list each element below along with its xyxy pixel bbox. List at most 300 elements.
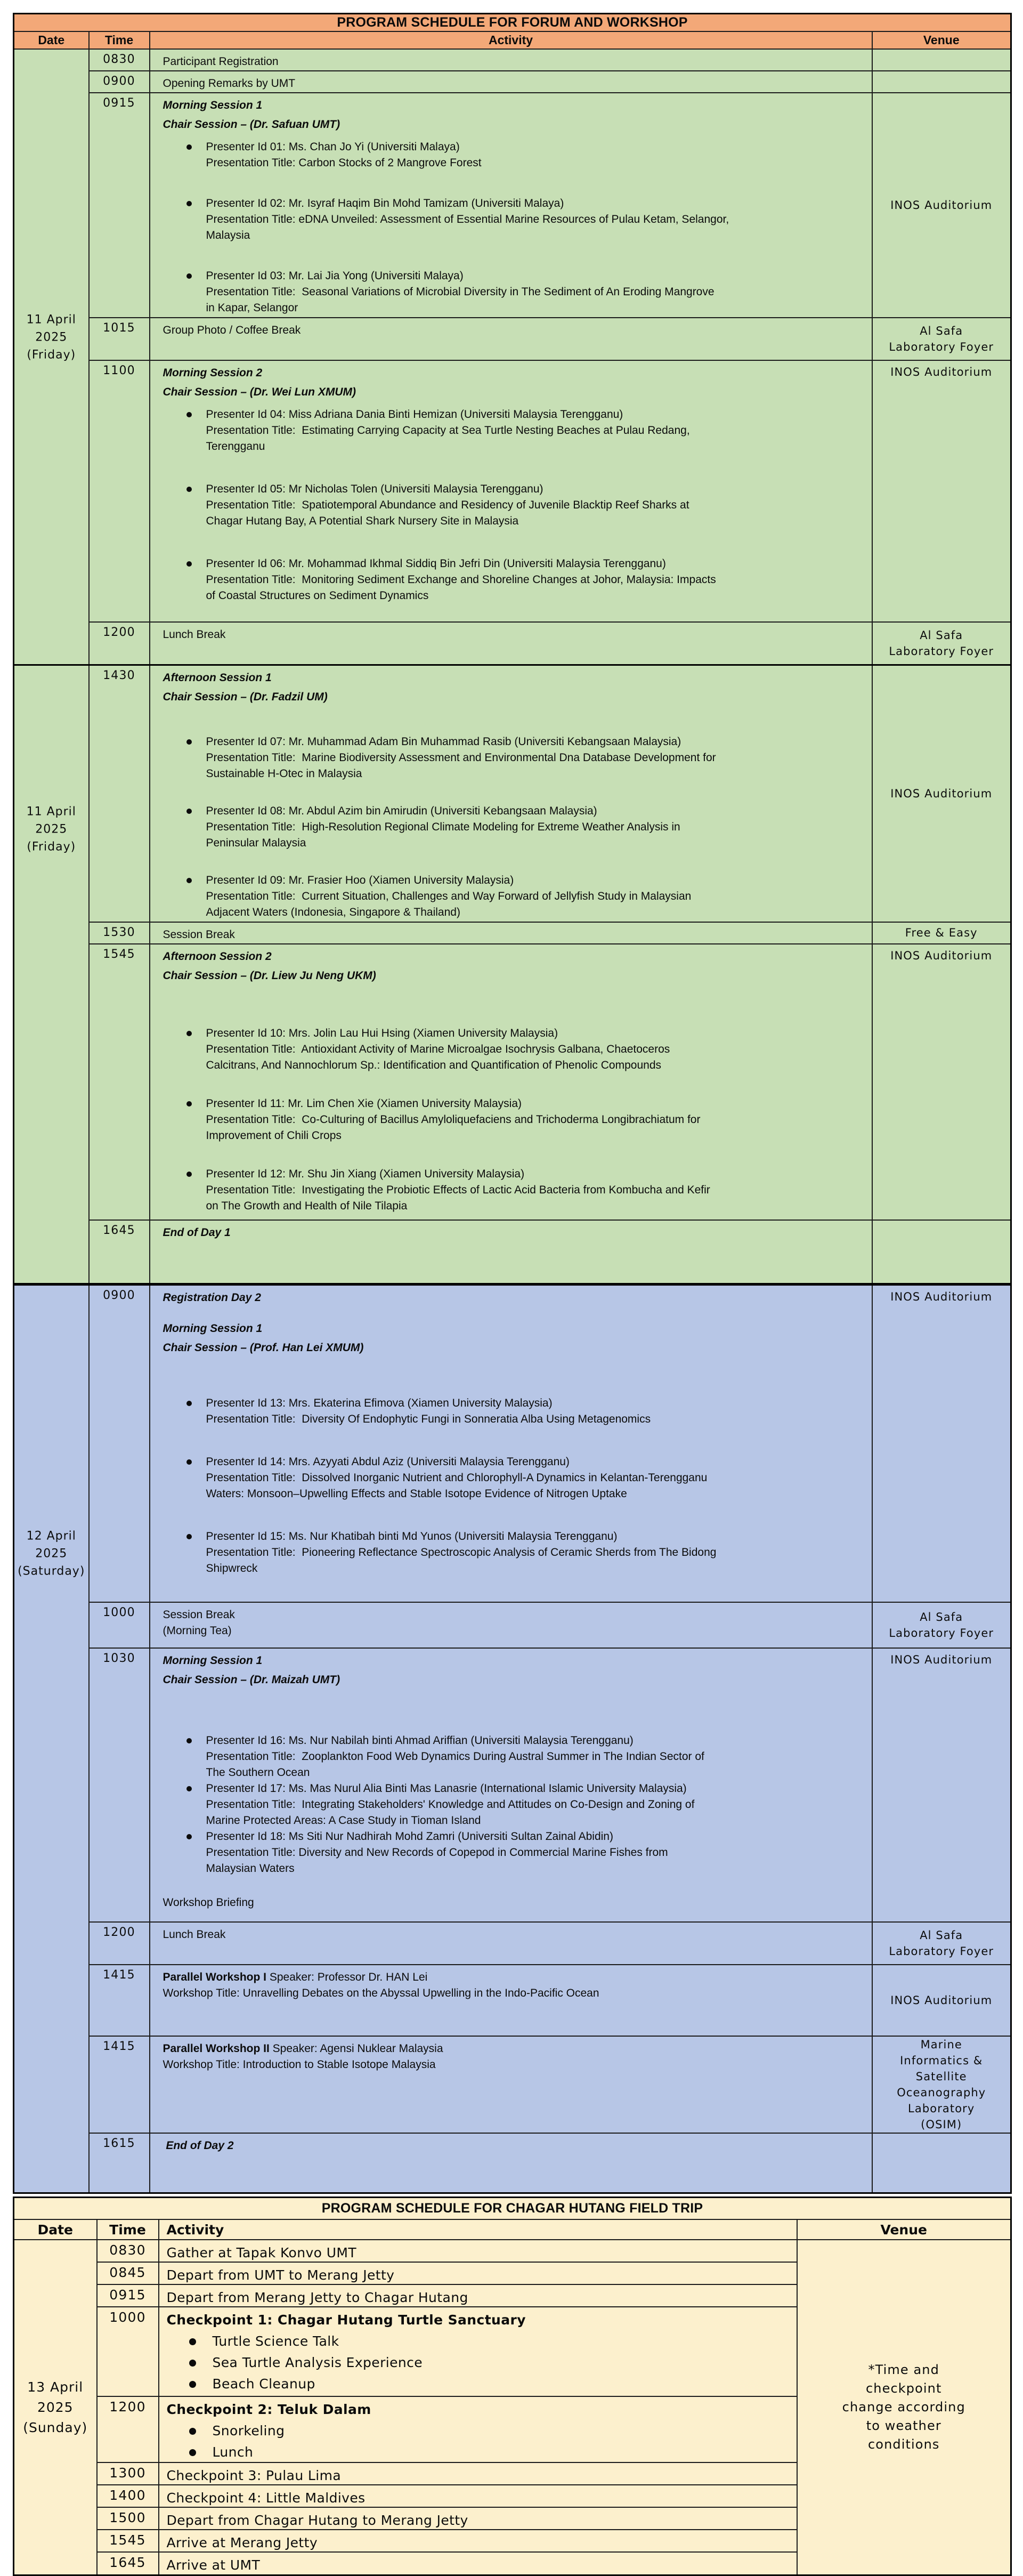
schedule-row xyxy=(14,1965,1011,2036)
schedule-row xyxy=(14,665,1011,922)
text-line: Presentation Title: Estimating Carrying Capacity at Sea Turtle Nesting Beaches at Pulau Redang, xyxy=(206,423,690,439)
activity-cell xyxy=(150,1220,872,1285)
text-line: Presenter Id 13: Mrs. Ekaterina Efimova (Xiamen University Malaysia) xyxy=(206,1395,651,1411)
spacer xyxy=(163,851,867,873)
bullet-dot-icon xyxy=(186,1738,192,1743)
session-heading xyxy=(163,98,867,114)
forum-col-header-activity: Activity xyxy=(150,31,872,49)
spacer xyxy=(163,244,867,268)
activity-content xyxy=(159,2485,797,2507)
text-line: Chair Session – (Dr. Wei Lun XMUM) xyxy=(163,384,867,400)
activity-content xyxy=(150,1965,872,2036)
trip-col-header-date: Date xyxy=(14,2219,97,2240)
text-line: on The Growth and Health of Nile Tilapia xyxy=(206,1198,710,1214)
activity-text xyxy=(167,2309,792,2331)
field-trip-title-row xyxy=(14,2197,1011,2219)
presenter-lines xyxy=(206,1733,704,1781)
spacer xyxy=(163,984,867,1025)
trip-col-header-venue: Venue xyxy=(797,2219,1011,2240)
schedule-row xyxy=(14,49,1011,71)
activity-content xyxy=(150,1286,872,1602)
bullet-icon xyxy=(186,1529,206,1577)
text-line: Presentation Title: Zooplankton Food Web Dynamics During Austral Summer in The Indian Sector of xyxy=(206,1749,704,1765)
bullet-dot-icon xyxy=(186,412,192,417)
venue-cell xyxy=(872,2036,1011,2133)
venue-text xyxy=(873,786,1011,802)
text-line: Morning Session 1 xyxy=(163,1321,867,1337)
bullet-dot-icon xyxy=(186,739,192,745)
presenter-item xyxy=(186,1395,867,1427)
date-cell xyxy=(14,49,89,665)
text-line: Checkpoint 4: Little Maldives xyxy=(167,2488,792,2507)
text-line: Opening Remarks by UMT xyxy=(163,76,867,92)
activity-text xyxy=(163,1607,867,1639)
activity-cell xyxy=(150,665,872,922)
time-cell: 1545 xyxy=(97,2530,159,2552)
session-heading xyxy=(163,2138,867,2154)
bullet-lines xyxy=(213,2331,339,2352)
activity-text xyxy=(163,54,867,70)
time-cell: 1200 xyxy=(97,2396,159,2462)
text-line: Afternoon Session 2 xyxy=(163,949,867,965)
venue-cell xyxy=(872,71,1011,93)
activity-content xyxy=(150,1603,872,1648)
bullet-dot-icon xyxy=(186,809,192,814)
presenter-item xyxy=(186,1733,867,1781)
session-heading xyxy=(163,670,867,686)
venue-cell xyxy=(872,1220,1011,1285)
text-line: Satellite xyxy=(873,2069,1011,2085)
activity-cell xyxy=(159,2307,797,2396)
schedule-row xyxy=(14,1922,1011,1965)
text-line: (Friday) xyxy=(14,346,88,364)
text-line: 2025 xyxy=(14,328,88,346)
text-line: Presentation Title: Spatiotemporal Abundance and Residency of Juvenile Blacktip Reef Sharks at xyxy=(206,497,689,513)
activity-cell xyxy=(159,2530,797,2552)
trip-col-header-time: Time xyxy=(97,2219,159,2240)
activity-cell xyxy=(159,2462,797,2485)
text-line: conditions xyxy=(798,2435,1011,2454)
time-cell: 1645 xyxy=(97,2552,159,2575)
time-cell: 1430 xyxy=(89,665,150,922)
activity-cell xyxy=(159,2396,797,2462)
venue-text xyxy=(873,2037,1011,2133)
activity-content xyxy=(150,623,872,664)
activity-text xyxy=(163,1985,867,2001)
activity-text xyxy=(163,1927,867,1943)
venue-text xyxy=(873,197,1011,213)
date-label xyxy=(14,803,88,855)
text-line: Lunch Break xyxy=(163,627,867,643)
presenter-item xyxy=(186,1529,867,1577)
text-line: Presentation Title: eDNA Unveiled: Assessment of Essential Marine Resources of Pulau Ketam, Selangor, xyxy=(206,212,729,228)
bullet-dot-icon xyxy=(189,2338,196,2345)
forum-title: PROGRAM SCHEDULE FOR FORUM AND WORKSHOP xyxy=(14,14,1011,31)
activity-content xyxy=(150,1221,872,1283)
text-line: Calcitrans, And Nannochlorum Sp.: Identification and Quantification of Phenolic Compounds xyxy=(206,1057,670,1073)
presenter-item xyxy=(186,873,867,920)
bullet-dot-icon xyxy=(186,1031,192,1036)
presenter-item xyxy=(186,481,867,529)
bullet-icon xyxy=(186,556,206,604)
text-line: Presentation Title: Current Situation, Challenges and Way Forward of Jellyfish Study in Malaysian xyxy=(206,889,692,905)
activity-text xyxy=(163,627,867,643)
presenter-lines xyxy=(206,1025,670,1073)
text-line: Laboratory Foyer xyxy=(873,1943,1011,1959)
venue-text xyxy=(873,1286,1011,1305)
presenter-lines xyxy=(206,1096,701,1144)
text-line: Chair Session – (Dr. Maizah UMT) xyxy=(163,1672,867,1688)
bullet-icon xyxy=(186,1096,206,1144)
text-line: (Friday) xyxy=(14,838,88,855)
spacer xyxy=(163,1502,867,1529)
activity-cell xyxy=(150,1602,872,1648)
presenter-lines xyxy=(206,1529,717,1577)
schedule-row xyxy=(14,1220,1011,1285)
text-line: Gather at Tapak Konvo UMT xyxy=(167,2242,792,2262)
text-line: Peninsular Malaysia xyxy=(206,835,680,851)
activity-cell xyxy=(150,1648,872,1922)
bullet-icon xyxy=(189,2442,213,2462)
bullet-lines xyxy=(213,2442,254,2462)
venue-cell xyxy=(872,1922,1011,1965)
time-cell: 1545 xyxy=(89,944,150,1220)
presenter-item xyxy=(186,803,867,851)
activity-content xyxy=(159,2307,797,2396)
text-line: INOS Auditorium xyxy=(873,786,1011,802)
session-heading xyxy=(163,365,867,381)
schedule-row xyxy=(14,622,1011,665)
time-cell: 0845 xyxy=(97,2262,159,2284)
workshop-lead-line xyxy=(163,1969,867,1985)
venue-text xyxy=(873,925,1011,941)
text-line: Beach Cleanup xyxy=(213,2373,315,2395)
text-line: Chagar Hutang Bay, A Potential Shark Nursery Site in Malaysia xyxy=(206,513,689,529)
presenter-lines xyxy=(206,803,680,851)
venue-cell xyxy=(872,360,1011,622)
text-line: 2025 xyxy=(14,1545,88,1562)
schedule-row xyxy=(14,1648,1011,1922)
date-label xyxy=(14,1527,88,1580)
venue-text xyxy=(873,1609,1011,1641)
text-line: Chair Session – (Dr. Liew Ju Neng UKM) xyxy=(163,968,867,984)
text-line: Arrive at Merang Jetty xyxy=(167,2532,792,2551)
activity-bullet-item xyxy=(189,2442,792,2462)
field-trip-row xyxy=(14,2240,1011,2262)
date-cell xyxy=(14,2240,97,2575)
text-line: INOS Auditorium xyxy=(873,1289,1011,1305)
bullet-dot-icon xyxy=(186,201,192,206)
session-heading xyxy=(163,384,867,400)
schedule-row xyxy=(14,318,1011,360)
text-line: Chair Session – (Dr. Safuan UMT) xyxy=(163,117,867,133)
text-line: checkpoint xyxy=(798,2379,1011,2398)
text-line: (Saturday) xyxy=(14,1562,88,1580)
activity-text xyxy=(167,2510,792,2529)
workshop-name: Parallel Workshop II xyxy=(163,2042,270,2055)
presenter-item xyxy=(186,268,867,316)
date-cell xyxy=(14,665,89,1284)
text-line: change according xyxy=(798,2398,1011,2417)
schedule-row xyxy=(14,922,1011,944)
venue-text xyxy=(873,1992,1011,2008)
text-line: Presenter Id 17: Ms. Mas Nurul Alia Binti Mas Lanasrie (International Islamic University Malaysia) xyxy=(206,1781,695,1797)
text-line: End of Day 2 xyxy=(163,2138,867,2154)
text-line: Sustainable H-Otec in Malaysia xyxy=(206,766,716,782)
text-line: Terengganu xyxy=(206,439,690,455)
text-line: Lunch xyxy=(213,2442,254,2462)
text-line: Presentation Title: Dissolved Inorganic Nutrient and Chlorophyll-A Dynamics in Kelantan-Terengganu xyxy=(206,1470,708,1486)
presenter-item xyxy=(186,1025,867,1073)
spacer xyxy=(163,455,867,481)
bullet-icon xyxy=(186,873,206,920)
activity-content xyxy=(150,1649,872,1921)
forum-title-row xyxy=(14,14,1011,31)
presenter-lines xyxy=(206,1829,668,1877)
text-line: Snorkeling xyxy=(213,2420,285,2442)
bullet-icon xyxy=(186,1166,206,1214)
text-line: The Southern Ocean xyxy=(206,1765,704,1781)
text-line: Waters: Monsoon–Upwelling Effects and Stable Isotope Evidence of Nitrogen Uptake xyxy=(206,1486,708,1502)
text-line: Shipwreck xyxy=(206,1561,717,1577)
bullet-dot-icon xyxy=(186,878,192,883)
activity-cell xyxy=(159,2552,797,2575)
text-line: Laboratory Foyer xyxy=(873,1625,1011,1641)
text-line: Presentation Title: Pioneering Reflectance Spectroscopic Analysis of Ceramic Sherds from The Bidong xyxy=(206,1545,717,1561)
activity-cell xyxy=(150,2133,872,2193)
text-line: Session Break xyxy=(163,927,867,943)
session-heading xyxy=(163,1672,867,1688)
time-cell: 0900 xyxy=(89,1284,150,1602)
activity-content xyxy=(150,318,872,360)
text-line: Presentation Title: Monitoring Sediment Exchange and Shoreline Changes at Johor, Malaysia: Impacts xyxy=(206,572,716,588)
time-cell: 1400 xyxy=(97,2485,159,2507)
venue-text xyxy=(873,944,1011,964)
activity-cell xyxy=(150,318,872,360)
text-line: Marine Protected Areas: A Case Study in Tioman Island xyxy=(206,1813,695,1829)
text-line: Morning Session 1 xyxy=(163,98,867,114)
text-line: Workshop Title: Unravelling Debates on the Abyssal Upwelling in the Indo-Pacific Ocean xyxy=(163,1985,867,2001)
bullet-icon xyxy=(186,1829,206,1877)
text-line: Group Photo / Coffee Break xyxy=(163,322,867,338)
spacer xyxy=(163,171,867,196)
forum-col-header-venue: Venue xyxy=(872,31,1011,49)
bullet-icon xyxy=(186,407,206,455)
presenter-lines xyxy=(206,407,690,455)
text-line: (OSIM) xyxy=(873,2117,1011,2133)
text-line: Presenter Id 16: Ms. Nur Nabilah binti Ahmad Ariffian (Universiti Malaysia Terengganu) xyxy=(206,1733,704,1749)
spacer xyxy=(163,1356,867,1395)
text-line: in Kapar, Selangor xyxy=(206,300,715,316)
bullet-lines xyxy=(213,2352,423,2373)
session-heading xyxy=(163,117,867,133)
activity-content xyxy=(159,2285,797,2306)
text-line: Presentation Title: High-Resolution Regional Climate Modeling for Extreme Weather Analysis in xyxy=(206,819,680,835)
text-line: Workshop Title: Introduction to Stable Isotope Malaysia xyxy=(163,2057,867,2073)
text-line: Chair Session – (Prof. Han Lei XMUM) xyxy=(163,1340,867,1356)
text-line: 12 April xyxy=(14,1527,88,1545)
text-line: Depart from Merang Jetty to Chagar Hutang xyxy=(167,2287,792,2306)
text-line: Presenter Id 14: Mrs. Azyyati Abdul Aziz (Universiti Malaysia Terengganu) xyxy=(206,1454,708,1470)
venue-cell xyxy=(872,944,1011,1220)
presenter-lines xyxy=(206,734,716,782)
venue-text xyxy=(873,323,1011,355)
activity-cell xyxy=(150,360,872,622)
bullet-dot-icon xyxy=(186,1172,192,1177)
spacer xyxy=(163,1073,867,1096)
time-cell: 1415 xyxy=(89,2036,150,2133)
text-line: End of Day 1 xyxy=(163,1225,867,1241)
activity-cell xyxy=(150,944,872,1220)
bullet-icon xyxy=(186,1781,206,1829)
activity-content xyxy=(150,50,872,70)
text-line: Presenter Id 12: Mr. Shu Jin Xiang (Xiamen University Malaysia) xyxy=(206,1166,710,1182)
time-cell: 0830 xyxy=(89,49,150,71)
time-cell: 1015 xyxy=(89,318,150,360)
activity-cell xyxy=(150,622,872,665)
text-line: Al Safa xyxy=(873,1609,1011,1625)
presenter-lines xyxy=(206,1781,695,1829)
bullet-lines xyxy=(213,2373,315,2395)
field-trip-title: PROGRAM SCHEDULE FOR CHAGAR HUTANG FIELD TRIP xyxy=(14,2197,1011,2219)
activity-text xyxy=(167,2465,792,2484)
activity-text xyxy=(167,2555,792,2574)
activity-bullet-item xyxy=(189,2331,792,2352)
forum-header-row xyxy=(14,31,1011,49)
activity-cell xyxy=(150,71,872,93)
time-cell: 0915 xyxy=(97,2284,159,2307)
bullet-icon xyxy=(186,1025,206,1073)
presenter-item xyxy=(186,139,867,171)
text-line: Laboratory xyxy=(873,2101,1011,2117)
text-line: INOS Auditorium xyxy=(873,948,1011,964)
venue-cell xyxy=(872,1602,1011,1648)
time-cell: 1200 xyxy=(89,1922,150,1965)
bullet-dot-icon xyxy=(189,2360,196,2367)
presenter-item xyxy=(186,407,867,455)
bullet-dot-icon xyxy=(189,2449,196,2456)
presenter-lines xyxy=(206,1395,651,1427)
bullet-icon xyxy=(186,481,206,529)
text-line: Malaysia xyxy=(206,228,729,244)
date-label xyxy=(14,311,88,364)
text-line: 11 April xyxy=(14,803,88,820)
activity-text xyxy=(163,927,867,943)
text-line: Sea Turtle Analysis Experience xyxy=(213,2352,423,2373)
activity-cell xyxy=(159,2284,797,2307)
bullet-dot-icon xyxy=(186,1534,192,1539)
venue-note xyxy=(798,2361,1011,2454)
text-line: Workshop Briefing xyxy=(163,1895,867,1911)
text-line: Lunch Break xyxy=(163,1927,867,1943)
workshop-speaker: Speaker: Professor Dr. HAN Lei xyxy=(266,1971,427,1983)
date-cell xyxy=(14,1284,89,2193)
activity-content xyxy=(159,2240,797,2262)
presenter-lines xyxy=(206,196,729,244)
date-label xyxy=(14,2377,96,2438)
schedule-row xyxy=(14,93,1011,318)
presenter-item xyxy=(186,1454,867,1502)
forum-table-body xyxy=(14,14,1011,2193)
session-heading xyxy=(163,689,867,705)
text-line: Presenter Id 11: Mr. Lim Chen Xie (Xiamen University Malaysia) xyxy=(206,1096,701,1112)
text-line: 2025 xyxy=(14,2397,96,2418)
text-line: Presenter Id 01: Ms. Chan Jo Yi (Universiti Malaya) xyxy=(206,139,482,155)
bullet-icon xyxy=(186,139,206,171)
bullet-icon xyxy=(189,2420,213,2442)
text-line: 2025 xyxy=(14,820,88,838)
venue-cell xyxy=(872,922,1011,944)
text-line: Presenter Id 18: Ms Siti Nur Nadhirah Mohd Zamri (Universiti Sultan Zainal Abidin) xyxy=(206,1829,668,1845)
bullet-dot-icon xyxy=(186,273,192,279)
text-line: (Morning Tea) xyxy=(163,1623,867,1639)
text-line: Presenter Id 06: Mr. Mohammad Ikhmal Siddiq Bin Jefri Din (Universiti Malaysia Terengganu) xyxy=(206,556,716,572)
bullet-lines xyxy=(213,2420,285,2442)
venue-cell xyxy=(872,2133,1011,2193)
activity-text xyxy=(163,322,867,338)
activity-content xyxy=(150,93,872,317)
spacer xyxy=(163,782,867,803)
presenter-item xyxy=(186,1829,867,1877)
text-line: Checkpoint 3: Pulau Lima xyxy=(167,2465,792,2484)
text-line: Presenter Id 15: Ms. Nur Khatibah binti Md Yunos (Universiti Malaysia Terengganu) xyxy=(206,1529,717,1545)
venue-text xyxy=(873,1927,1011,1959)
text-line: Depart from UMT to Merang Jetty xyxy=(167,2265,792,2284)
presenter-item xyxy=(186,1781,867,1829)
workshop-name: Parallel Workshop I xyxy=(163,1971,267,1983)
presenter-item xyxy=(186,1166,867,1214)
activity-cell xyxy=(150,922,872,944)
venue-cell xyxy=(872,1284,1011,1602)
text-line: Presenter Id 02: Mr. Isyraf Haqim Bin Mohd Tamizam (Universiti Malaya) xyxy=(206,196,729,212)
trip-col-header-activity: Activity xyxy=(159,2219,797,2240)
activity-cell xyxy=(150,2036,872,2133)
activity-text xyxy=(167,2532,792,2551)
presenter-lines xyxy=(206,1454,708,1502)
time-cell: 1500 xyxy=(97,2507,159,2530)
text-line: Presenter Id 05: Mr Nicholas Tolen (Universiti Malaysia Terengganu) xyxy=(206,481,689,497)
venue-text xyxy=(873,627,1011,659)
spacer xyxy=(163,1688,867,1733)
text-line: Registration Day 2 xyxy=(163,1290,867,1306)
text-line: Al Safa xyxy=(873,323,1011,339)
time-cell: 1000 xyxy=(89,1602,150,1648)
text-line: INOS Auditorium xyxy=(873,197,1011,213)
activity-content xyxy=(159,2463,797,2484)
text-line: Improvement of Chili Crops xyxy=(206,1128,701,1144)
text-line: Presenter Id 04: Miss Adriana Dania Binti Hemizan (Universiti Malaysia Terengganu) xyxy=(206,407,690,423)
text-line: Afternoon Session 1 xyxy=(163,670,867,686)
presenter-item xyxy=(186,196,867,244)
activity-content xyxy=(159,2530,797,2551)
text-line: of Coastal Structures on Sediment Dynamics xyxy=(206,588,716,604)
spacer xyxy=(163,705,867,734)
text-line: Checkpoint 1: Chagar Hutang Turtle Sanctuary xyxy=(167,2309,792,2331)
text-line: INOS Auditorium xyxy=(873,1652,1011,1668)
time-cell: 0830 xyxy=(97,2240,159,2262)
text-line: Checkpoint 2: Teluk Dalam xyxy=(167,2399,792,2420)
venue-cell xyxy=(797,2240,1011,2575)
session-heading xyxy=(163,968,867,984)
activity-cell xyxy=(159,2507,797,2530)
venue-cell xyxy=(872,318,1011,360)
spacer xyxy=(163,1306,867,1321)
activity-content xyxy=(150,923,872,943)
text-line: Presentation Title: Integrating Stakeholders' Knowledge and Attitudes on Co-Design and Zoning of xyxy=(206,1797,695,1813)
activity-content xyxy=(159,2508,797,2529)
schedule-row xyxy=(14,1602,1011,1648)
time-cell: 0915 xyxy=(89,93,150,318)
